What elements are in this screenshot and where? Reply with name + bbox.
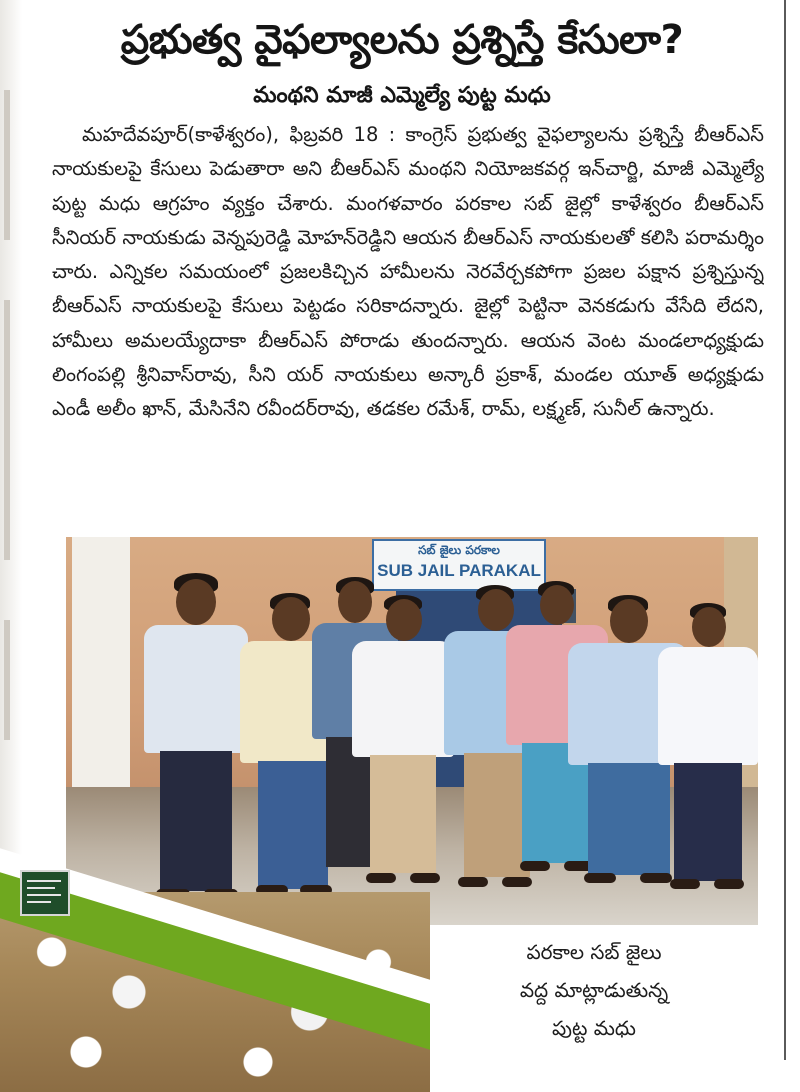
wall-pillar	[72, 537, 130, 797]
advert-corner	[0, 800, 430, 1092]
gutter-strip	[4, 300, 10, 560]
sign-telugu-text: సబ్ జైలు పరకాల	[418, 543, 500, 557]
photo-caption	[430, 933, 758, 1047]
caption-line: పుట్ట మధు	[552, 1016, 636, 1040]
column-rule	[784, 0, 786, 1060]
headline: ప్రభుత్వ వైఫల్యాలను ప్రశ్నిస్తే కేసులా?	[120, 17, 684, 63]
sign-english-text: SUB JAIL PARAKAL	[377, 561, 541, 580]
right-gutter	[776, 0, 800, 1092]
article-body: మహదేవపూర్(కాళేశ్వరం), ఫిబ్రవరి 18 : కాంగ్రెస్ ప్రభుత్వ వైఫల్యాలను ప్రశ్నిస్తే బీఆర్ఎస్ నాయకులపై కేసులు పెడుతారా అని బీఆర్ఎస్ మంథని నియోజకవర్గ ఇన్‌చార్జి, మాజీ ఎమ్మెల్యే పుట్ట మధు ఆగ్రహం వ్యక్తం చేశారు. మంగళవారం పరకాల సబ్ జైల్లో కాళేశ్వరం బీఆర్ఎస్ సీనియర్ నాయకుడు వెన్నపురెడ్డి మోహన్‌రెడ్డిని ఆయన బీఆర్ఎస్ నాయకులతో కలిసి పరామర్శిం చారు. ఎన్నికల సమయంలో ప్రజలకిచ్చిన హామీలను నెరవేర్చకపోగా ప్రజల పక్షాన ప్రశ్నిస్తున్న బీఆర్ఎస్ నాయకులపై కేసులు పెట్టడం సరికాదన్నారు. జైల్లో పెట్టినా వెనకడుగు వేసేది లేదని, హామీలు అమలయ్యేదాకా బీఆర్ఎస్ పోరాడు తుందన్నారు. ఆయన వెంట మండలాధ్యక్షుడు లింగంపల్లి శ్రీనివాస్‌రావు, సీని యర్ నాయకులు అన్కారీ ప్రకాశ్, మండల యూత్ అధ్యక్షుడు ఎండీ అలీం ఖాన్, మేసినేని రవీందర్‌రావు, తడకల రమేశ్, రామ్, లక్ష్మణ్, సునీల్ ఉన్నారు.	[52, 123, 764, 421]
gutter-strip	[4, 90, 10, 240]
photo-caption-box	[430, 925, 758, 1055]
caption-line: వద్ద మాట్లాడుతున్న	[519, 978, 669, 1002]
caption-line: పరకాల సబ్ జైలు	[526, 940, 662, 964]
advert-logo	[20, 870, 70, 916]
gutter-strip	[4, 620, 10, 740]
jail-sign	[372, 539, 546, 591]
subheadline: మంథని మాజీ ఎమ్మెల్యే పుట్ట మధు	[253, 83, 551, 108]
